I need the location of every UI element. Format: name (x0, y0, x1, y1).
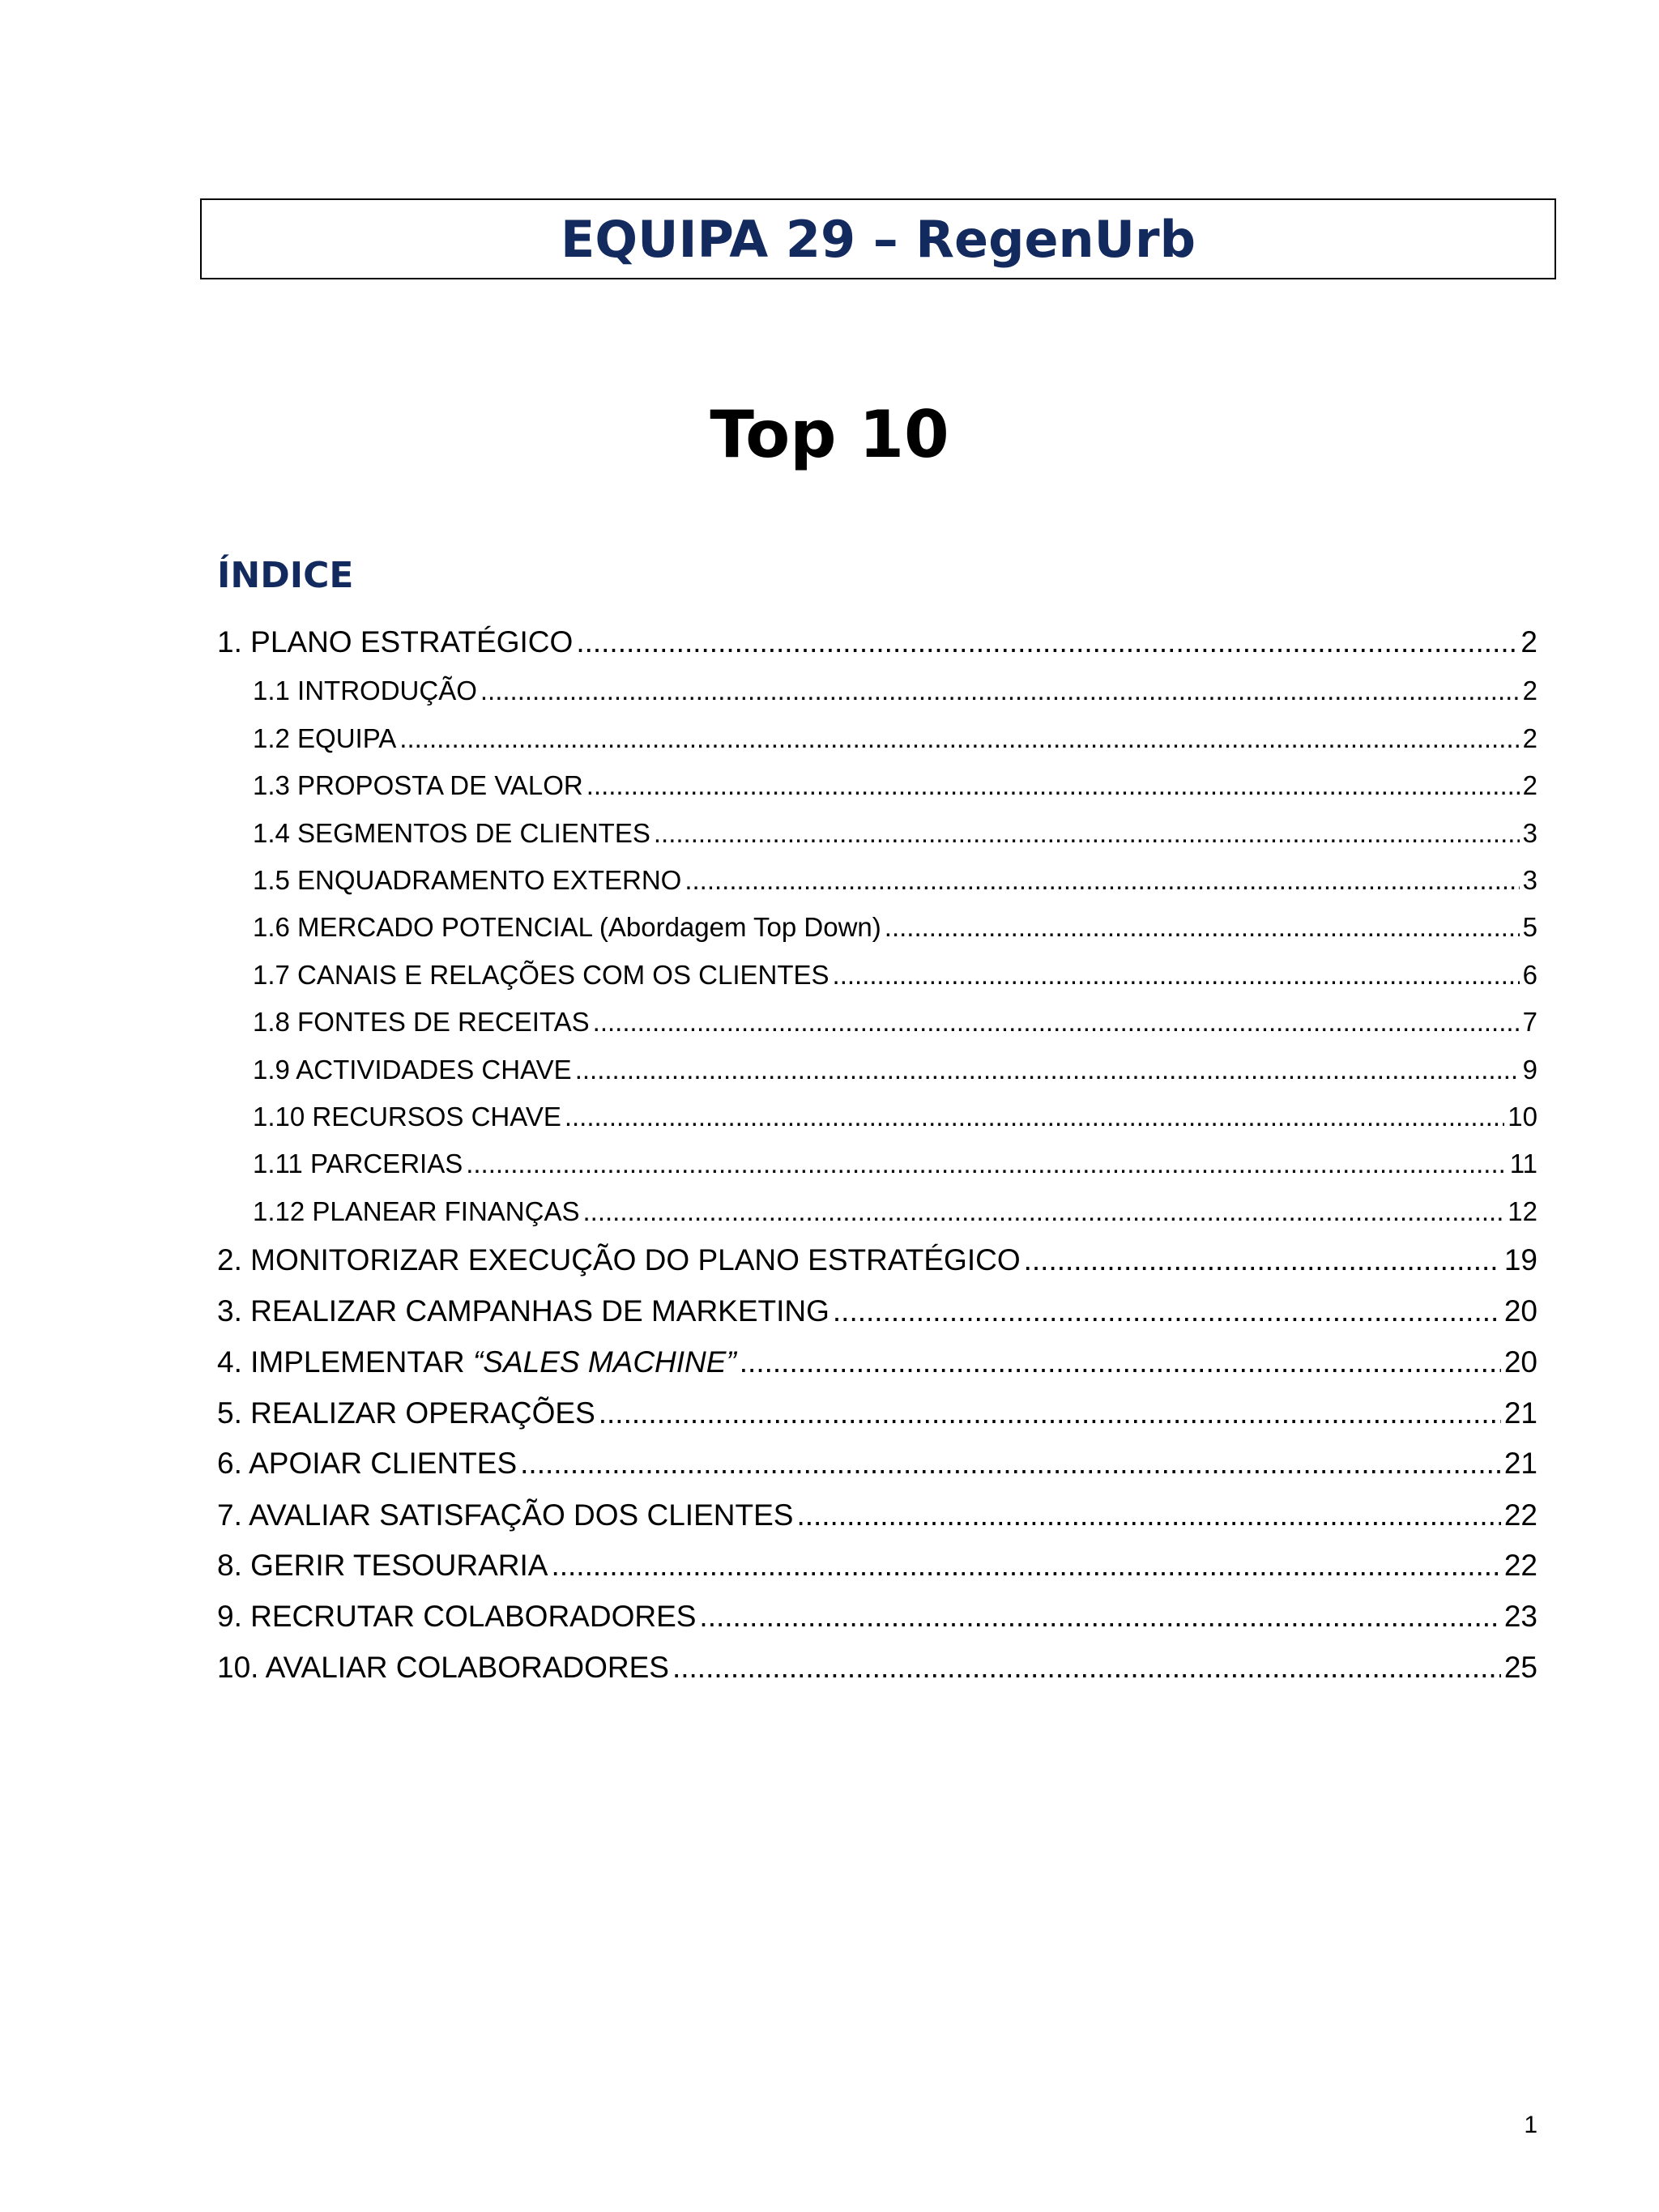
toc-entry-label (217, 1498, 793, 1532)
toc-entry-page: 19 (1503, 1243, 1537, 1276)
toc-leader-dots (593, 1007, 1520, 1038)
toc-entry[interactable] (253, 818, 1537, 849)
toc-entry[interactable] (253, 1102, 1537, 1132)
toc-entry[interactable] (217, 1447, 1537, 1481)
toc-leader-dots (796, 1498, 1500, 1532)
toc-entry-page: 2 (1522, 676, 1537, 705)
toc-entry[interactable] (217, 1600, 1537, 1634)
toc-entry-page: 10 (1508, 1102, 1537, 1132)
toc-heading: ÍNDICE (217, 555, 354, 596)
toc-entry[interactable] (253, 676, 1537, 706)
toc-entry[interactable] (253, 1196, 1537, 1227)
toc-entry-label-text: 8. GERIR TESOURARIA (217, 1549, 548, 1582)
toc-entry[interactable] (217, 1498, 1537, 1532)
toc-entry-label-text: 6. APOIAR CLIENTES (217, 1447, 518, 1480)
toc-entry-label-text: 1.6 MERCADO POTENCIAL (Abordagem Top Down) (253, 912, 881, 942)
toc-entry-label-text: 4. IMPLEMENTAR (217, 1345, 473, 1379)
toc-entry-page: 22 (1503, 1498, 1537, 1532)
toc-entry-label (217, 1294, 830, 1328)
toc-entry-label-text: 5. REALIZAR OPERAÇÕES (217, 1396, 595, 1430)
toc-entry-label-text: 1.4 SEGMENTOS DE CLIENTES (253, 818, 650, 848)
toc-leader-dots (833, 1294, 1501, 1328)
toc-leader-dots (551, 1549, 1500, 1583)
toc-entry-label-text: 1.12 PLANEAR FINANÇAS (253, 1196, 580, 1226)
toc-entry-label-italic: “SALES MACHINE” (472, 1345, 736, 1379)
toc-entry-label-text: 1.2 EQUIPA (253, 723, 397, 753)
toc-entry-label-text: 9. RECRUTAR COLABORADORES (217, 1600, 697, 1633)
toc-entry[interactable] (217, 1396, 1537, 1430)
toc-leader-dots (1024, 1243, 1501, 1277)
title-box (200, 198, 1556, 279)
toc-entry[interactable] (253, 770, 1537, 801)
toc-entry-page: 2 (1522, 770, 1537, 800)
toc-entry-page: 6 (1522, 960, 1537, 990)
toc-leader-dots (575, 1055, 1520, 1085)
toc-entry-label (253, 723, 396, 754)
toc-entry[interactable] (253, 723, 1537, 754)
toc-entry-page: 21 (1503, 1396, 1537, 1430)
toc-entry[interactable] (217, 1243, 1537, 1277)
toc-entry[interactable] (253, 1055, 1537, 1085)
toc-entry-label (217, 625, 573, 659)
toc-leader-dots (480, 676, 1520, 706)
toc-leader-dots (399, 723, 1519, 754)
toc-leader-dots (599, 1396, 1501, 1430)
toc-entry-label-text: 1.10 RECURSOS CHAVE (253, 1102, 561, 1132)
toc-leader-dots (740, 1345, 1501, 1379)
toc-leader-dots (654, 818, 1520, 849)
toc-leader-dots (885, 912, 1520, 943)
toc-entry-label (217, 1345, 736, 1379)
toc-entry-label-text: 3. REALIZAR CAMPANHAS DE MARKETING (217, 1294, 830, 1328)
toc-entry-label-text: 1. PLANO ESTRATÉGICO (217, 625, 574, 658)
toc-entry-label (253, 960, 830, 991)
toc-leader-dots (520, 1447, 1501, 1481)
toc-entry-label (217, 1243, 1021, 1277)
toc-entry[interactable] (217, 1549, 1537, 1583)
toc-entry-label-text: 7. AVALIAR SATISFAÇÃO DOS CLIENTES (217, 1498, 794, 1532)
toc-entry-page: 23 (1503, 1600, 1537, 1633)
document-title: EQUIPA 29 – RegenUrb (561, 209, 1196, 269)
toc-entry-label (253, 770, 583, 801)
toc-entry-label-text: 10. AVALIAR COLABORADORES (217, 1651, 669, 1684)
toc-entry-label (253, 912, 881, 943)
toc-entry-label (253, 1055, 572, 1085)
toc-entry[interactable] (217, 625, 1537, 659)
toc-leader-dots (699, 1600, 1500, 1634)
toc-entry-page: 11 (1509, 1149, 1537, 1178)
toc-entry-label-text: 1.11 PARCERIAS (253, 1149, 463, 1178)
toc-entry-label (253, 1007, 590, 1038)
toc-leader-dots (582, 1196, 1504, 1227)
toc-entry-page: 5 (1522, 912, 1537, 942)
toc-leader-dots (833, 960, 1520, 991)
toc-entry-label-text: 1.7 CANAIS E RELAÇÕES COM OS CLIENTES (253, 960, 830, 990)
toc-entry-label (253, 1149, 463, 1179)
toc-entry-label-text: 1.8 FONTES DE RECEITAS (253, 1007, 590, 1037)
toc-entry[interactable] (253, 1007, 1537, 1038)
toc-leader-dots (684, 865, 1519, 896)
toc-entry-page: 2 (1522, 723, 1537, 753)
toc-entry[interactable] (253, 960, 1537, 991)
toc-entry-label (253, 676, 477, 706)
toc-entry-label (253, 1102, 561, 1132)
toc-leader-dots (466, 1149, 1507, 1179)
toc-entry[interactable] (217, 1345, 1537, 1379)
document-subtitle: Top 10 (710, 397, 949, 472)
toc-entry-page: 12 (1508, 1196, 1537, 1226)
toc-entry-page: 22 (1503, 1549, 1537, 1582)
toc-entry-page: 7 (1522, 1007, 1537, 1037)
toc-entry-page: 20 (1503, 1345, 1537, 1379)
toc-entry-label (217, 1549, 548, 1583)
page-number: 1 (1524, 2112, 1537, 2138)
toc-entry-page: 25 (1503, 1651, 1537, 1684)
toc-entry-label (217, 1447, 517, 1481)
toc-entry-page: 21 (1503, 1447, 1537, 1480)
toc-entry[interactable] (253, 912, 1537, 943)
toc-entry-label-text: 1.3 PROPOSTA DE VALOR (253, 770, 583, 800)
toc-entry-label-text: 1.1 INTRODUÇÃO (253, 676, 477, 705)
toc-leader-dots (672, 1651, 1501, 1685)
toc-entry[interactable] (217, 1651, 1537, 1685)
toc-entry-page: 9 (1522, 1055, 1537, 1085)
toc-entry-label (217, 1600, 696, 1634)
toc-entry-label (217, 1651, 669, 1685)
toc-entry-page: 2 (1520, 625, 1537, 658)
toc-entry[interactable] (217, 1294, 1537, 1328)
toc-leader-dots (586, 770, 1520, 801)
toc-entry-label-text: 1.9 ACTIVIDADES CHAVE (253, 1055, 572, 1085)
toc-entry-label-text: 1.5 ENQUADRAMENTO EXTERNO (253, 865, 682, 895)
toc-leader-dots (576, 625, 1517, 659)
toc-entry-label-text: 2. MONITORIZAR EXECUÇÃO DO PLANO ESTRATÉGICO (217, 1243, 1021, 1276)
toc-entry-label (217, 1396, 595, 1430)
toc-entry-page: 20 (1503, 1294, 1537, 1328)
toc-entry-label (253, 865, 681, 896)
toc-leader-dots (565, 1102, 1504, 1132)
toc-entry[interactable] (253, 1149, 1537, 1179)
toc-entry-label (253, 1196, 579, 1227)
toc-entry-page: 3 (1522, 865, 1537, 895)
toc-entry-label (253, 818, 650, 849)
toc-entry[interactable] (253, 865, 1537, 896)
toc-entry-page: 3 (1522, 818, 1537, 848)
